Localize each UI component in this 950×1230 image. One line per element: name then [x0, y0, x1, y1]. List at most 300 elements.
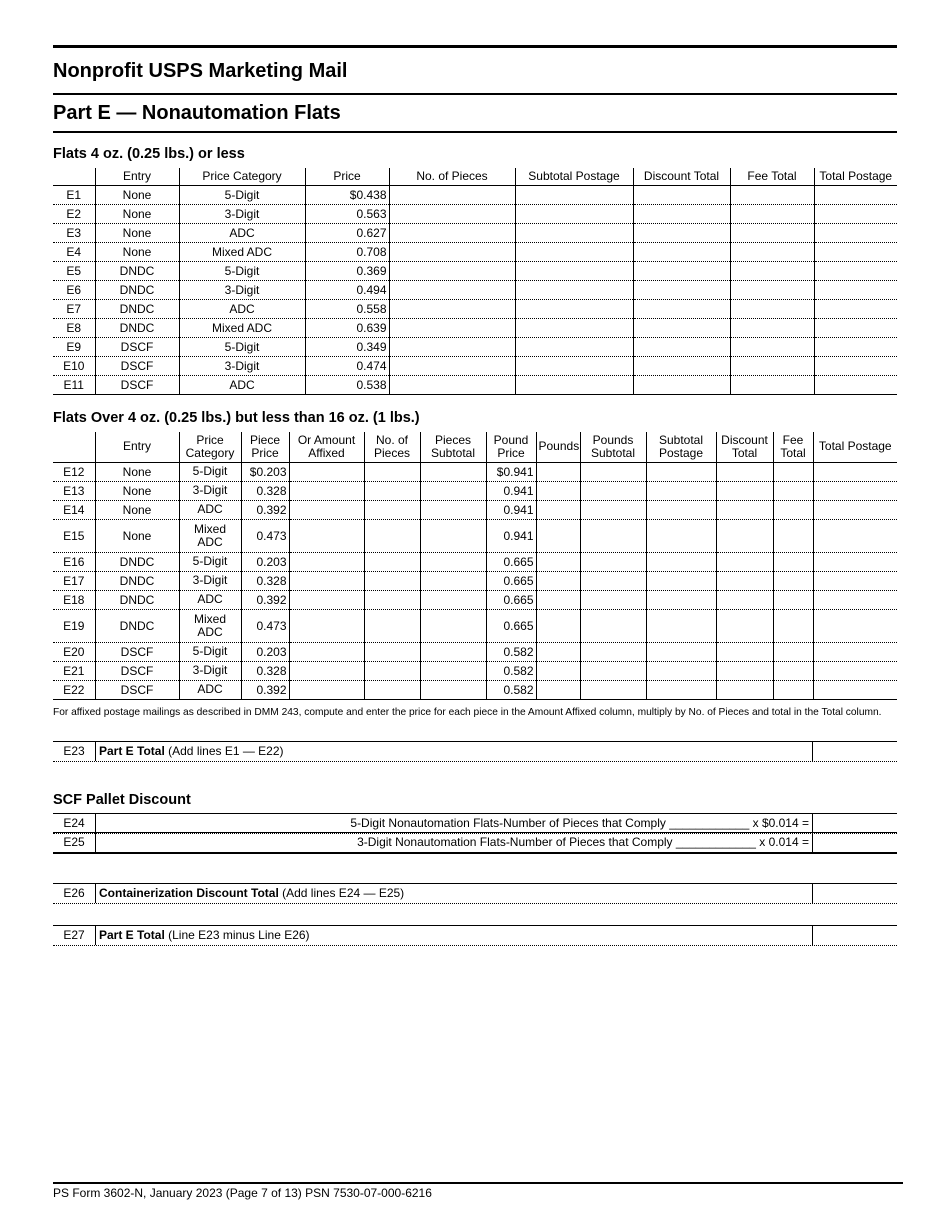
pounds-subtotal-input[interactable]	[580, 642, 646, 661]
total-postage-input[interactable]	[813, 680, 897, 699]
pieces-input[interactable]	[364, 519, 420, 552]
fee-total-input[interactable]	[773, 609, 813, 642]
price-cell: 0.639	[305, 318, 389, 337]
pieces-input[interactable]	[389, 261, 515, 280]
fee-total-input[interactable]	[773, 571, 813, 590]
line-code: E9	[53, 337, 95, 356]
column-header	[53, 432, 95, 462]
price-category-cell: Mixed ADC	[179, 242, 305, 261]
column-header	[53, 168, 95, 185]
total-postage-input[interactable]	[814, 242, 897, 261]
price-cell: 0.474	[305, 356, 389, 375]
fee-total-input[interactable]	[773, 481, 813, 500]
discount-total-input[interactable]	[633, 280, 730, 299]
pounds-input[interactable]	[536, 552, 580, 571]
pound-price-cell: 0.941	[486, 481, 536, 500]
total-postage-input[interactable]	[813, 462, 897, 481]
column-header: Total Postage	[814, 168, 897, 185]
pieces-subtotal-input[interactable]	[420, 661, 486, 680]
line-description: Part E Total (Line E23 minus Line E26)	[95, 926, 813, 945]
column-header: Fee Total	[773, 432, 813, 462]
entry-cell: DNDC	[95, 609, 179, 642]
entry-cell: DNDC	[95, 590, 179, 609]
line-code: E21	[53, 661, 95, 680]
pieces-subtotal-input[interactable]	[420, 552, 486, 571]
discount-total-input[interactable]	[716, 571, 773, 590]
discount-total-input[interactable]	[716, 519, 773, 552]
pound-price-cell: 0.665	[486, 571, 536, 590]
pieces-input[interactable]	[389, 337, 515, 356]
pieces-input[interactable]	[389, 375, 515, 394]
line-code: E22	[53, 680, 95, 699]
entry-cell: None	[95, 462, 179, 481]
pieces-input[interactable]	[389, 242, 515, 261]
total-postage-input[interactable]	[814, 337, 897, 356]
entry-cell: DSCF	[95, 375, 179, 394]
column-header: Subtotal Postage	[646, 432, 716, 462]
total-postage-input[interactable]	[813, 552, 897, 571]
column-header: Pounds	[536, 432, 580, 462]
subtotal-postage-input[interactable]	[646, 481, 716, 500]
discount-total-input[interactable]	[716, 590, 773, 609]
discount-total-input[interactable]	[716, 680, 773, 699]
price-category-cell: 3-Digit	[179, 356, 305, 375]
column-header: Pieces Subtotal	[420, 432, 486, 462]
total-postage-input[interactable]	[814, 280, 897, 299]
pieces-subtotal-input[interactable]	[420, 590, 486, 609]
entry-cell: DNDC	[95, 552, 179, 571]
discount-total-input[interactable]	[633, 204, 730, 223]
amount-affixed-input[interactable]	[289, 590, 364, 609]
subtotal-postage-input[interactable]	[646, 552, 716, 571]
table-row	[53, 204, 897, 223]
pound-price-cell: 0.582	[486, 642, 536, 661]
fee-total-input[interactable]	[773, 552, 813, 571]
pounds-subtotal-input[interactable]	[580, 519, 646, 552]
line-code: E18	[53, 590, 95, 609]
discount-total-input[interactable]	[633, 223, 730, 242]
amount-affixed-input[interactable]	[289, 571, 364, 590]
price-category-cell: ADC	[179, 223, 305, 242]
table-row	[53, 337, 897, 356]
subtotal-postage-input[interactable]	[515, 337, 633, 356]
line-description: Containerization Discount Total (Add lines E24 — E25)	[95, 884, 813, 903]
table-row	[53, 571, 897, 590]
piece-price-cell: 0.392	[241, 590, 289, 609]
column-header: Fee Total	[730, 168, 814, 185]
subtotal-postage-input[interactable]	[515, 318, 633, 337]
discount-total-input[interactable]	[716, 552, 773, 571]
column-header: No. of Pieces	[364, 432, 420, 462]
table-row	[53, 223, 897, 242]
pieces-input[interactable]	[389, 204, 515, 223]
total-postage-input[interactable]	[813, 642, 897, 661]
table-row	[53, 280, 897, 299]
column-header: Discount Total	[716, 432, 773, 462]
total-postage-input[interactable]	[813, 661, 897, 680]
total-postage-input[interactable]	[813, 590, 897, 609]
entry-cell: None	[95, 481, 179, 500]
pieces-input[interactable]	[364, 680, 420, 699]
price-cell: $0.438	[305, 185, 389, 204]
pounds-input[interactable]	[536, 642, 580, 661]
fee-total-input[interactable]	[773, 642, 813, 661]
flats-heavy-table	[53, 432, 897, 700]
entry-cell: DSCF	[95, 642, 179, 661]
line-code: E2	[53, 204, 95, 223]
subtotal-postage-input[interactable]	[646, 462, 716, 481]
fee-total-input[interactable]	[773, 590, 813, 609]
fee-total-input[interactable]	[730, 261, 814, 280]
piece-price-cell: 0.473	[241, 609, 289, 642]
piece-price-cell: 0.203	[241, 642, 289, 661]
line-code: E4	[53, 242, 95, 261]
discount-total-input[interactable]	[633, 299, 730, 318]
fee-total-input[interactable]	[773, 661, 813, 680]
line-e23	[53, 741, 897, 762]
pound-price-cell: $0.941	[486, 462, 536, 481]
line-code: E26	[63, 886, 85, 900]
entry-cell: DNDC	[95, 261, 179, 280]
pounds-input[interactable]	[536, 519, 580, 552]
pieces-subtotal-input[interactable]	[420, 500, 486, 519]
line-code: E27	[63, 928, 85, 942]
pounds-subtotal-input[interactable]	[580, 680, 646, 699]
price-category-cell: 3-Digit	[179, 571, 241, 590]
top-rule	[53, 45, 897, 48]
pounds-subtotal-input[interactable]	[580, 462, 646, 481]
price-category-cell: 3-Digit	[179, 204, 305, 223]
total-postage-input[interactable]	[814, 261, 897, 280]
title-divider	[53, 93, 897, 95]
column-header: Price	[305, 168, 389, 185]
amount-affixed-input[interactable]	[289, 609, 364, 642]
pounds-subtotal-input[interactable]	[580, 571, 646, 590]
subtotal-postage-input[interactable]	[515, 223, 633, 242]
pounds-input[interactable]	[536, 661, 580, 680]
line-code: E5	[53, 261, 95, 280]
pound-price-cell: 0.665	[486, 552, 536, 571]
pieces-input[interactable]	[364, 661, 420, 680]
piece-price-cell: 0.328	[241, 481, 289, 500]
total-postage-input[interactable]	[813, 609, 897, 642]
entry-cell: DNDC	[95, 318, 179, 337]
piece-price-cell: 0.328	[241, 661, 289, 680]
pound-price-cell: 0.582	[486, 661, 536, 680]
line-description: 5-Digit Nonautomation Flats-Number of Pieces that Comply ____________ x $0.014 =	[95, 814, 813, 833]
table-row	[53, 552, 897, 571]
subtotal-postage-input[interactable]	[515, 261, 633, 280]
fee-total-input[interactable]	[730, 375, 814, 394]
pieces-subtotal-input[interactable]	[420, 481, 486, 500]
price-cell: 0.538	[305, 375, 389, 394]
table-row	[53, 185, 897, 204]
subtotal-postage-input[interactable]	[646, 609, 716, 642]
pounds-subtotal-input[interactable]	[580, 552, 646, 571]
pieces-input[interactable]	[389, 318, 515, 337]
column-header: Total Postage	[813, 432, 897, 462]
subtotal-postage-input[interactable]	[515, 280, 633, 299]
line-code: E13	[53, 481, 95, 500]
subtotal-postage-input[interactable]	[646, 680, 716, 699]
discount-total-input[interactable]	[716, 481, 773, 500]
line-code: E24	[63, 816, 85, 830]
fee-total-input[interactable]	[730, 337, 814, 356]
pounds-input[interactable]	[536, 609, 580, 642]
discount-total-input[interactable]	[633, 337, 730, 356]
subtotal-postage-input[interactable]	[515, 356, 633, 375]
column-header: Piece Price	[241, 432, 289, 462]
piece-price-cell: 0.203	[241, 552, 289, 571]
pounds-subtotal-input[interactable]	[580, 661, 646, 680]
price-category-cell: Mixed ADC	[179, 318, 305, 337]
footer-rule	[53, 1182, 903, 1184]
column-header: Price Category	[179, 432, 241, 462]
discount-total-input[interactable]	[716, 661, 773, 680]
total-postage-input[interactable]	[813, 571, 897, 590]
subtotal-postage-input[interactable]	[515, 185, 633, 204]
pieces-input[interactable]	[364, 590, 420, 609]
pieces-input[interactable]	[389, 356, 515, 375]
price-category-cell: 3-Digit	[179, 661, 241, 680]
line-code: E19	[53, 609, 95, 642]
pieces-input[interactable]	[389, 223, 515, 242]
table-row	[53, 661, 897, 680]
entry-cell: DNDC	[95, 299, 179, 318]
pound-price-cell: 0.582	[486, 680, 536, 699]
pieces-input[interactable]	[364, 481, 420, 500]
discount-total-input[interactable]	[633, 242, 730, 261]
fee-total-input[interactable]	[730, 356, 814, 375]
line-code: E15	[53, 519, 95, 552]
pieces-subtotal-input[interactable]	[420, 519, 486, 552]
discount-total-input[interactable]	[633, 185, 730, 204]
price-category-cell: ADC	[179, 375, 305, 394]
price-category-cell: 5-Digit	[179, 337, 305, 356]
amount-affixed-input[interactable]	[289, 642, 364, 661]
pieces-input[interactable]	[364, 609, 420, 642]
total-postage-input[interactable]	[814, 299, 897, 318]
amount-affixed-input[interactable]	[289, 481, 364, 500]
price-category-cell: 5-Digit	[179, 642, 241, 661]
discount-total-input[interactable]	[716, 462, 773, 481]
pieces-input[interactable]	[364, 642, 420, 661]
pounds-input[interactable]	[536, 680, 580, 699]
price-cell: 0.558	[305, 299, 389, 318]
discount-total-input[interactable]	[633, 375, 730, 394]
table-row	[53, 680, 897, 699]
pieces-input[interactable]	[364, 500, 420, 519]
line-code: E16	[53, 552, 95, 571]
pounds-input[interactable]	[536, 571, 580, 590]
line-description: Part E Total (Add lines E1 — E22)	[95, 742, 813, 761]
price-category-cell: ADC	[179, 299, 305, 318]
fee-total-input[interactable]	[773, 462, 813, 481]
price-category-cell: 5-Digit	[179, 261, 305, 280]
subtotal-postage-input[interactable]	[646, 571, 716, 590]
total-postage-input[interactable]	[814, 318, 897, 337]
amount-affixed-input[interactable]	[289, 680, 364, 699]
price-category-cell: 3-Digit	[179, 280, 305, 299]
entry-cell: None	[95, 185, 179, 204]
amount-affixed-input[interactable]	[289, 661, 364, 680]
pieces-input[interactable]	[364, 552, 420, 571]
price-category-cell: 3-Digit	[179, 481, 241, 500]
total-postage-input[interactable]	[814, 223, 897, 242]
entry-cell: None	[95, 204, 179, 223]
table-row	[53, 500, 897, 519]
price-cell: 0.369	[305, 261, 389, 280]
entry-cell: DSCF	[95, 356, 179, 375]
table-row	[53, 462, 897, 481]
line-code: E7	[53, 299, 95, 318]
column-header: Entry	[95, 168, 179, 185]
price-category-cell: 5-Digit	[179, 185, 305, 204]
fee-total-input[interactable]	[730, 242, 814, 261]
subtotal-postage-input[interactable]	[646, 642, 716, 661]
total-postage-input[interactable]	[814, 204, 897, 223]
price-category-cell: ADC	[179, 680, 241, 699]
table-row	[53, 261, 897, 280]
column-header: Pounds Subtotal	[580, 432, 646, 462]
pieces-input[interactable]	[364, 462, 420, 481]
column-header: Or Amount Affixed	[289, 432, 364, 462]
discount-total-input[interactable]	[716, 642, 773, 661]
total-postage-input[interactable]	[813, 519, 897, 552]
fee-total-input[interactable]	[730, 318, 814, 337]
pounds-input[interactable]	[536, 462, 580, 481]
total-postage-input[interactable]	[814, 375, 897, 394]
line-code: E10	[53, 356, 95, 375]
table-row	[53, 519, 897, 552]
pieces-input[interactable]	[364, 571, 420, 590]
section1-title: Flats 4 oz. (0.25 lbs.) or less	[53, 146, 245, 162]
piece-price-cell: 0.392	[241, 500, 289, 519]
piece-price-cell: 0.392	[241, 680, 289, 699]
line-e24	[53, 813, 897, 834]
table-row	[53, 375, 897, 394]
entry-cell: DSCF	[95, 661, 179, 680]
fee-total-input[interactable]	[773, 519, 813, 552]
pieces-input[interactable]	[389, 299, 515, 318]
section2-title: Flats Over 4 oz. (0.25 lbs.) but less than 16 oz. (1 lbs.)	[53, 410, 420, 426]
pounds-subtotal-input[interactable]	[580, 500, 646, 519]
price-cell: 0.563	[305, 204, 389, 223]
amount-affixed-input[interactable]	[289, 552, 364, 571]
price-category-cell: ADC	[179, 500, 241, 519]
pounds-subtotal-input[interactable]	[580, 609, 646, 642]
pieces-input[interactable]	[389, 185, 515, 204]
subtotal-postage-input[interactable]	[515, 299, 633, 318]
pounds-subtotal-input[interactable]	[580, 590, 646, 609]
pounds-input[interactable]	[536, 590, 580, 609]
line-code: E17	[53, 571, 95, 590]
piece-price-cell: 0.473	[241, 519, 289, 552]
price-category-cell: Mixed ADC	[179, 519, 241, 552]
total-postage-input[interactable]	[814, 356, 897, 375]
pounds-input[interactable]	[536, 481, 580, 500]
line-code: E14	[53, 500, 95, 519]
pieces-subtotal-input[interactable]	[420, 680, 486, 699]
discount-total-input[interactable]	[716, 609, 773, 642]
total-postage-input[interactable]	[813, 481, 897, 500]
pounds-subtotal-input[interactable]	[580, 481, 646, 500]
fee-total-input[interactable]	[730, 204, 814, 223]
pound-price-cell: 0.941	[486, 519, 536, 552]
fee-total-input[interactable]	[730, 185, 814, 204]
price-category-cell: 5-Digit	[179, 552, 241, 571]
fee-total-input[interactable]	[773, 500, 813, 519]
flats-light-table	[53, 168, 897, 395]
line-code: E1	[53, 185, 95, 204]
scf-title: SCF Pallet Discount	[53, 792, 191, 808]
column-header: Pound Price	[486, 432, 536, 462]
table-row	[53, 642, 897, 661]
line-code: E25	[63, 835, 85, 849]
discount-total-input[interactable]	[716, 500, 773, 519]
discount-total-input[interactable]	[633, 356, 730, 375]
subtotal-postage-input[interactable]	[515, 375, 633, 394]
line-e27	[53, 925, 897, 946]
entry-cell: DNDC	[95, 571, 179, 590]
form-footer: PS Form 3602-N, January 2023 (Page 7 of 13) PSN 7530-07-000-6216	[53, 1186, 432, 1200]
entry-cell: DSCF	[95, 680, 179, 699]
fee-total-input[interactable]	[773, 680, 813, 699]
line-code: E3	[53, 223, 95, 242]
affixed-postage-note: For affixed postage mailings as described in DMM 243, compute and enter the price for each piece in the Amount Affixed column, multiply by No. of Pieces and total in the Total column.	[53, 707, 882, 718]
line-code: E11	[53, 375, 95, 394]
amount-affixed-input[interactable]	[289, 519, 364, 552]
table-row	[53, 609, 897, 642]
pieces-subtotal-input[interactable]	[420, 571, 486, 590]
price-cell: 0.349	[305, 337, 389, 356]
fee-total-input[interactable]	[730, 299, 814, 318]
subtotal-postage-input[interactable]	[515, 242, 633, 261]
pieces-subtotal-input[interactable]	[420, 462, 486, 481]
pieces-subtotal-input[interactable]	[420, 609, 486, 642]
total-postage-input[interactable]	[814, 185, 897, 204]
pounds-input[interactable]	[536, 500, 580, 519]
entry-cell: DSCF	[95, 337, 179, 356]
subtotal-postage-input[interactable]	[646, 500, 716, 519]
pieces-subtotal-input[interactable]	[420, 642, 486, 661]
subtotal-postage-input[interactable]	[515, 204, 633, 223]
line-code: E23	[63, 744, 85, 758]
column-header: No. of Pieces	[389, 168, 515, 185]
price-cell: 0.708	[305, 242, 389, 261]
price-category-cell: ADC	[179, 590, 241, 609]
discount-total-input[interactable]	[633, 261, 730, 280]
pieces-input[interactable]	[389, 280, 515, 299]
subtotal-postage-input[interactable]	[646, 590, 716, 609]
column-header: Discount Total	[633, 168, 730, 185]
table-row	[53, 242, 897, 261]
amount-affixed-input[interactable]	[289, 500, 364, 519]
form-title: Nonprofit USPS Marketing Mail	[53, 60, 348, 82]
subtotal-postage-input[interactable]	[646, 519, 716, 552]
total-postage-input[interactable]	[813, 500, 897, 519]
price-category-cell: Mixed ADC	[179, 609, 241, 642]
fee-total-input[interactable]	[730, 280, 814, 299]
table-row	[53, 299, 897, 318]
discount-total-input[interactable]	[633, 318, 730, 337]
price-category-cell: 5-Digit	[179, 462, 241, 481]
column-header: Entry	[95, 432, 179, 462]
amount-affixed-input[interactable]	[289, 462, 364, 481]
fee-total-input[interactable]	[730, 223, 814, 242]
subtotal-postage-input[interactable]	[646, 661, 716, 680]
pound-price-cell: 0.941	[486, 500, 536, 519]
